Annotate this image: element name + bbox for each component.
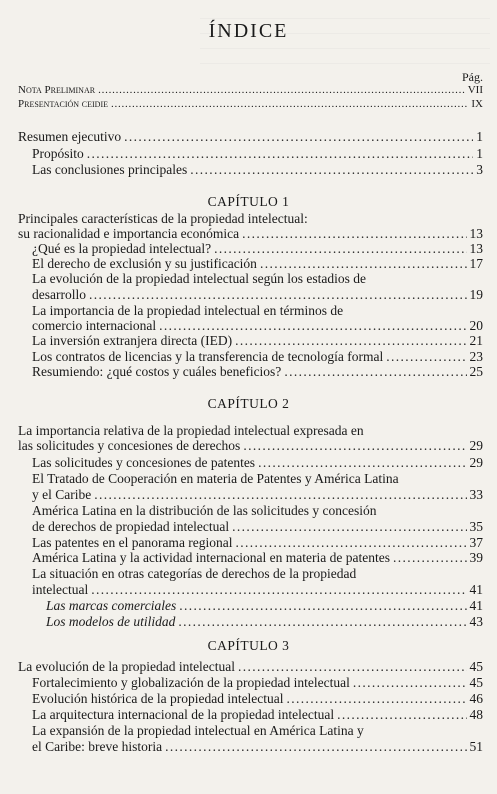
toc-entry-page: 3	[476, 162, 483, 177]
toc-entry-page: 19	[469, 287, 483, 302]
toc-entry-page: 37	[469, 535, 483, 550]
dot-leader	[393, 550, 467, 566]
dot-leader	[94, 487, 466, 503]
dot-leader	[284, 364, 466, 380]
dot-leader	[179, 598, 466, 614]
toc-entry-ch3-1[interactable]	[18, 659, 483, 675]
dot-leader	[235, 333, 466, 349]
chapter-3-title: CAPÍTULO 3	[207, 638, 290, 653]
toc-entry-ch1-heading[interactable]	[18, 226, 483, 242]
toc-entry-ch2-5[interactable]	[32, 550, 483, 566]
toc-entry-label: ¿Qué es la propiedad intelectual?	[32, 241, 212, 256]
toc-entry-ch1-3-line1: La evolución de la propiedad intelectual según los estadios de	[32, 271, 367, 286]
toc-entry-label: su racionalidad e importancia económica	[18, 226, 240, 241]
toc-entry-label: Las marcas comerciales	[46, 598, 177, 613]
toc-entry-label: Propósito	[32, 146, 84, 161]
dot-leader	[178, 614, 466, 630]
toc-entry-label: Los modelos de utilidad	[46, 614, 176, 629]
dot-leader	[214, 241, 466, 257]
toc-entry-label: las solicitudes y concesiones de derechos	[18, 438, 241, 453]
dot-leader	[91, 582, 466, 598]
dot-leader	[238, 659, 466, 675]
toc-entry-resumen[interactable]	[18, 129, 483, 145]
toc-entry-label: Resumiendo: ¿qué costos y cuáles beneficios?	[32, 364, 282, 379]
toc-entry-label: el Caribe: breve historia	[32, 739, 163, 754]
toc-entry-label: Las patentes en el panorama regional	[32, 535, 233, 550]
toc-entry-ch3-4[interactable]	[32, 707, 483, 723]
dot-leader	[353, 675, 467, 691]
toc-entry-label: Nota Preliminar	[18, 84, 96, 96]
toc-entry-page: 33	[469, 487, 483, 502]
chapter-1-heading-line1: Principales características de la propiedad intelectual:	[18, 211, 308, 226]
dot-leader	[337, 707, 466, 723]
toc-entry-ch2-7[interactable]	[46, 598, 483, 614]
dot-leader	[386, 349, 466, 365]
toc-entry-presentacion[interactable]	[18, 96, 483, 112]
toc-entry-ch2-8[interactable]	[46, 614, 483, 630]
toc-entry-label: intelectual	[32, 582, 89, 597]
chapter-2-title: CAPÍTULO 2	[207, 396, 290, 411]
page-title: ÍNDICE	[208, 20, 289, 42]
toc-entry-label: América Latina y la actividad internacional en materia de patentes	[32, 550, 390, 565]
toc-entry-ch2-heading[interactable]	[18, 438, 483, 454]
toc-entry-label: comercio internacional	[32, 318, 157, 333]
toc-entry-ch1-5[interactable]	[32, 333, 483, 349]
toc-entry-page: IX	[471, 98, 483, 110]
toc-entry-page: 41	[469, 598, 483, 613]
toc-entry-page: 43	[469, 614, 483, 629]
toc-entry-page: 48	[469, 707, 483, 722]
toc-entry-label: La inversión extranjera directa (IED)	[32, 333, 233, 348]
toc-entry-page: VII	[467, 84, 483, 96]
toc-entry-ch2-2-line1: El Tratado de Cooperación en materia de Patentes y América Latina	[32, 471, 399, 486]
toc-entry-ch1-4[interactable]	[32, 318, 483, 334]
toc-entry-conclusiones[interactable]	[32, 162, 483, 178]
toc-entry-ch2-6-line1: La situación en otras categorías de derechos de la propiedad	[32, 566, 357, 581]
toc-entry-ch3-5[interactable]	[32, 739, 483, 755]
toc-entry-page: 17	[469, 256, 483, 271]
toc-entry-ch1-1[interactable]	[32, 241, 483, 257]
toc-entry-page: 39	[469, 550, 483, 565]
toc-entry-label: de derechos de propiedad intelectual	[32, 519, 230, 534]
dot-leader	[124, 129, 473, 145]
toc-entry-page: 46	[469, 691, 483, 706]
page-column-label: Pág.	[462, 70, 483, 84]
toc-entry-ch3-3[interactable]	[32, 691, 483, 707]
toc-entry-page: 41	[469, 582, 483, 597]
toc-entry-label: La arquitectura internacional de la propiedad intelectual	[32, 707, 335, 722]
dot-leader	[242, 226, 466, 242]
toc-entry-label: Las solicitudes y concesiones de patentes	[32, 455, 256, 470]
toc-entry-ch2-2[interactable]	[32, 487, 483, 503]
toc-entry-label: La evolución de la propiedad intelectual	[18, 659, 236, 674]
toc-entry-page: 1	[476, 146, 483, 161]
toc-entry-page: 13	[469, 226, 483, 241]
dot-leader	[87, 146, 473, 162]
dot-leader	[232, 519, 466, 535]
toc-entry-page: 13	[469, 241, 483, 256]
toc-entry-ch1-4-line1: La importancia de la propiedad intelectual en términos de	[32, 303, 344, 318]
toc-entry-label: Los contratos de licencias y la transferencia de tecnología formal	[32, 349, 384, 364]
toc-entry-ch1-2[interactable]	[32, 256, 483, 272]
toc-entry-page: 35	[469, 519, 483, 534]
toc-entry-page: 51	[469, 739, 483, 754]
toc-entry-label: Las conclusiones principales	[32, 162, 188, 177]
toc-entry-label: y el Caribe	[32, 487, 92, 502]
toc-entry-ch2-3-line1: América Latina en la distribución de las solicitudes y concesión	[32, 503, 377, 518]
toc-entry-page: 1	[476, 129, 483, 144]
toc-entry-page: 45	[469, 675, 483, 690]
toc-entry-page: 21	[469, 333, 483, 348]
chapter-2-heading-line1: La importancia relativa de la propiedad intelectual expresada en	[18, 423, 364, 438]
dot-leader	[258, 455, 466, 471]
toc-entry-proposito[interactable]	[32, 146, 483, 162]
toc-entry-label: Presentación ceidie	[18, 98, 108, 110]
toc-entry-ch1-6[interactable]	[32, 349, 483, 365]
dot-leader	[165, 739, 466, 755]
toc-entry-label: Fortalecimiento y globalización de la propiedad intelectual	[32, 675, 350, 690]
toc-entry-label: Evolución histórica de la propiedad intelectual	[32, 691, 284, 706]
toc-entry-ch3-2[interactable]	[32, 675, 483, 691]
toc-entry-ch1-3[interactable]	[32, 287, 483, 303]
chapter-1-title: CAPÍTULO 1	[207, 194, 290, 209]
toc-entry-label: Resumen ejecutivo	[18, 129, 122, 144]
dot-leader	[159, 318, 466, 334]
toc-entry-ch2-1[interactable]	[32, 455, 483, 471]
toc-entry-ch2-3[interactable]	[32, 519, 483, 535]
dot-leader	[89, 287, 467, 303]
toc-entry-ch2-6[interactable]	[32, 582, 483, 598]
toc-entry-ch1-7[interactable]	[32, 364, 483, 380]
toc-entry-label: desarrollo	[32, 287, 86, 302]
dot-leader	[236, 535, 467, 551]
toc-entry-page: 23	[469, 349, 483, 364]
dot-leader	[260, 256, 467, 272]
dot-leader	[190, 162, 473, 178]
toc-entry-page: 29	[469, 438, 483, 453]
dot-leader	[111, 96, 468, 112]
toc-entry-page: 20	[469, 318, 483, 333]
toc-entry-page: 25	[469, 364, 483, 379]
toc-entry-page: 45	[469, 659, 483, 674]
toc-entry-page: 29	[469, 455, 483, 470]
toc-entry-ch2-4[interactable]	[32, 535, 483, 551]
toc-entry-label: El derecho de exclusión y su justificación	[32, 256, 257, 271]
dot-leader	[287, 691, 467, 707]
toc-entry-ch3-5-line1: La expansión de la propiedad intelectual en América Latina y	[32, 723, 364, 738]
dot-leader	[243, 438, 466, 454]
